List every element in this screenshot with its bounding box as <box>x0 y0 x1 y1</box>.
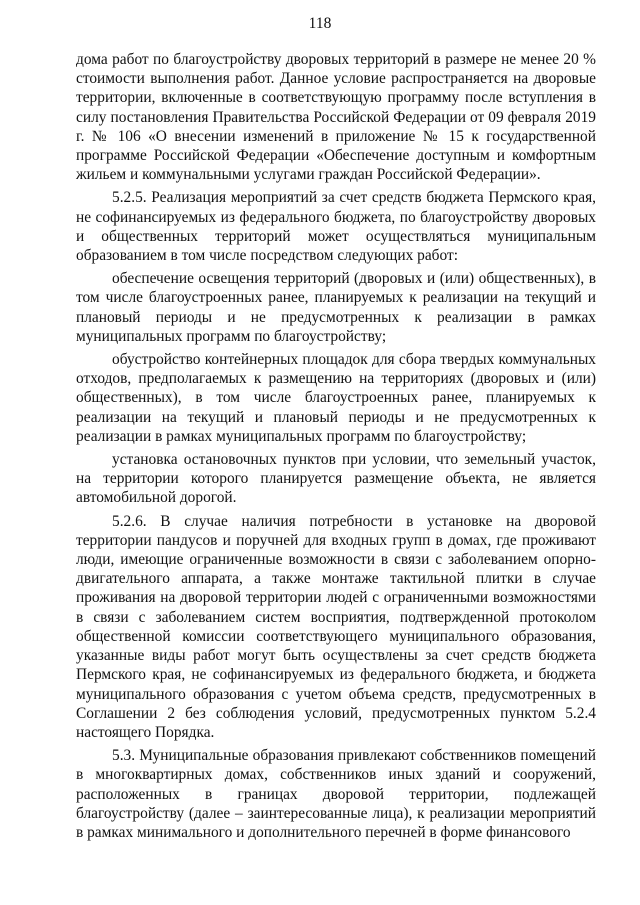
page-number: 118 <box>308 15 332 32</box>
paragraph-5-2-6: 5.2.6. В случае наличия потребности в установке на дворовой территории пандусов и поручней для входных групп в домах, где проживают люди, имеющие ограниченные возможности в связи с заболеванием опорно-двигательного аппарата, а также монтаже тактильной плитки в случае проживания на дворовой территории людей с ограниченными возможностями в связи с заболеванием систем восприятия, подтвержденной протоколом общественной комиссии соответствующего муниципального образования, указанные виды работ могут быть осуществлены за счет средств бюджета Пермского края, не софинансируемых из федерального бюджета, и бюджета муниципального образования с учетом объема средств, предусмотренных в Соглашении 2 без соблюдения условий, предусмотренных пунктом 5.2.4 настоящего Порядка. <box>76 512 596 741</box>
paragraph-continuation: дома работ по благоустройству дворовых территорий в размере не менее 20 % стоимости выполнения работ. Данное условие распространяется на дворовые территории, включенные в соответствующую программу после вступления в силу постановления Правительства Российской Федерации от 09 февраля 2019 г. № 106 «О внесении изменений в приложение № 15 к государственной программе Российской Федерации «Обеспечение доступным и комфортным жильем и коммунальными услугами граждан Российской Федерации». <box>76 51 596 184</box>
paragraph-bus-stops: установка остановочных пунктов при условии, что земельный участок, на территории которого планируется размещение объекта, не является автомобильной дорогой. <box>76 451 596 507</box>
paragraph-5-2-5: 5.2.5. Реализация мероприятий за счет средств бюджета Пермского края, не софинансируемых из федерального бюджета, по благоустройству дворовых и общественных территорий может осуществляться муниципальным образованием в том числе посредством следующих работ: <box>76 189 596 265</box>
document-body <box>76 50 596 842</box>
paragraph-lighting: обеспечение освещения территорий (дворовых и (или) общественных), в том числе благоустроенных ранее, планируемых к реализации на текущий и плановый периоды и не предусмотренных к реализации в рамках муниципальных программ по благоустройству; <box>76 270 596 345</box>
paragraph-5-3: 5.3. Муниципальные образования привлекают собственников помещений в многоквартирных домах, собственников иных зданий и сооружений, расположенных в границах дворовой территории, подлежащей благоустройству (далее – заинтересованные лица), к реализации мероприятий в рамках минимального и дополнительного перечней в форме финансового <box>76 747 596 841</box>
paragraph-container-sites: обустройство контейнерных площадок для сбора твердых коммунальных отходов, предполагаемых к размещению на территориях (дворовых и (или) общественных), в том числе благоустроенных ранее, планируемых к реализации на текущий и плановый периоды и не предусмотренных к реализации в рамках муниципальных программ по благоустройству; <box>76 351 596 445</box>
